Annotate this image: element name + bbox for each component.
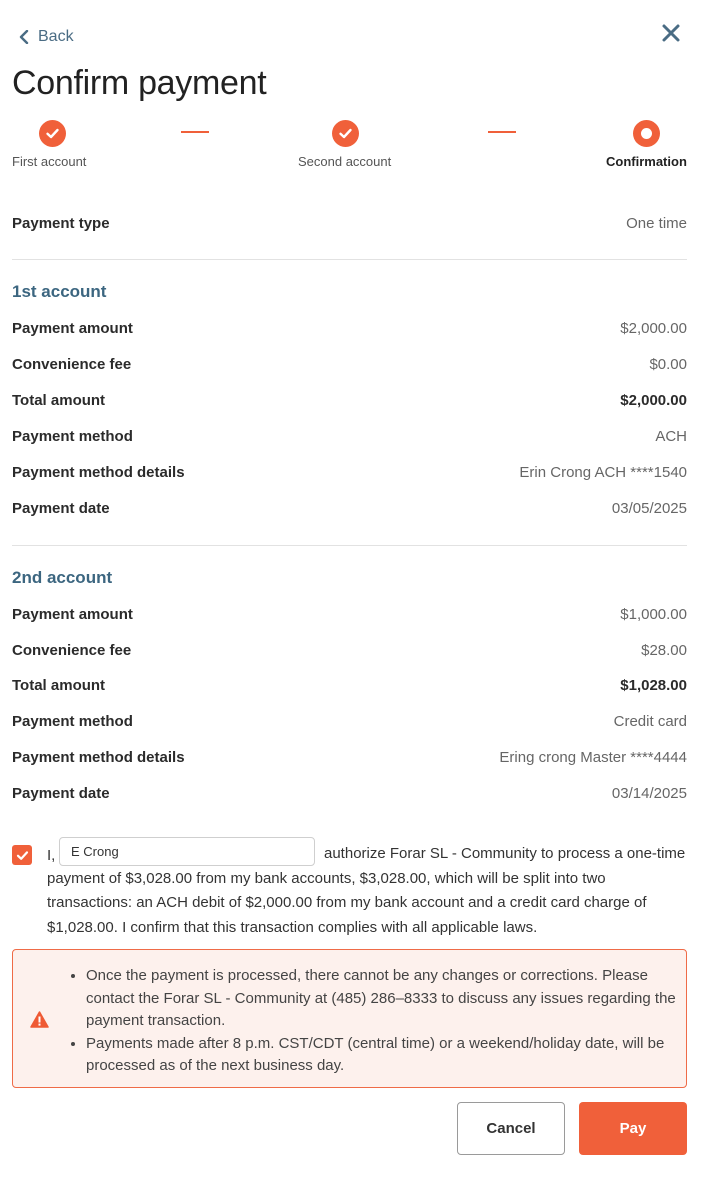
detail-row: [12, 500, 687, 517]
divider: [12, 545, 687, 546]
row-value: Credit card: [613, 713, 687, 730]
detail-row: [12, 749, 687, 766]
step-connector: [181, 131, 209, 133]
step-label-confirmation: Confirmation: [606, 154, 687, 169]
back-link[interactable]: [18, 28, 74, 46]
row-label: Total amount: [12, 392, 106, 409]
row-value: 03/14/2025: [611, 785, 687, 802]
row-label: Payment date: [12, 500, 110, 517]
detail-row: [12, 785, 687, 802]
detail-row: [12, 677, 687, 694]
warning-icon: [30, 1011, 49, 1028]
detail-row: [12, 606, 687, 623]
divider: [12, 259, 687, 260]
row-label: Convenience fee: [12, 356, 132, 373]
row-value: $0.00: [649, 356, 687, 373]
row-label: Convenience fee: [12, 642, 132, 659]
notice-item: • Payments made after 8 p.m. CST/CDT (central time) or a weekend/holiday date, will be processed as of the next business day.: [86, 1033, 676, 1078]
row-value: $28.00: [641, 642, 687, 659]
payment-type-row: [12, 215, 687, 232]
chevron-left-icon: [18, 30, 30, 44]
detail-row: [12, 642, 687, 659]
close-icon[interactable]: [660, 22, 682, 44]
row-value: ACH: [655, 428, 687, 445]
row-value: $2,000.00: [620, 392, 687, 409]
payment-type-value: One time: [626, 215, 687, 232]
authorization-prefix: I,: [47, 847, 56, 864]
step-label-second-account: Second account: [298, 154, 392, 169]
cancel-button[interactable]: Cancel: [457, 1102, 565, 1155]
section-heading-second-account: 2nd account: [12, 568, 113, 587]
page-title: Confirm payment: [12, 64, 267, 102]
row-label: Payment date: [12, 785, 110, 802]
step-second-account-check-icon: [332, 120, 359, 147]
row-label: Payment method: [12, 428, 133, 445]
detail-row: [12, 428, 687, 445]
section-heading-first-account: 1st account: [12, 282, 107, 301]
row-value: 03/05/2025: [611, 500, 687, 517]
row-value: $1,000.00: [620, 606, 687, 623]
back-label: Back: [38, 28, 74, 45]
authorization-statement: authorize Forar SL - Community to process a one-time payment of $3,028.00 from my bank accounts, $3,028.00, which will be split into two transactions: an ACH debit of $2,000.00 from my bank account and a credit card charge of $1,028.00. I confirm that this transaction complies with all applicable laws.: [47, 845, 686, 936]
step-first-account-check-icon: [39, 120, 66, 147]
row-label: Payment amount: [12, 320, 133, 337]
row-value: $2,000.00: [620, 320, 687, 337]
row-label: Payment amount: [12, 606, 133, 623]
row-value: Erin Crong ACH ****1540: [519, 464, 687, 481]
detail-row: [12, 713, 687, 730]
notice-list: [86, 965, 676, 1078]
step-confirmation-active-icon: [633, 120, 660, 147]
row-value: $1,028.00: [620, 677, 687, 694]
row-label: Payment method: [12, 713, 133, 730]
authorization-checkbox[interactable]: [12, 845, 32, 865]
pay-button[interactable]: Pay: [579, 1102, 687, 1155]
row-label: Payment method details: [12, 749, 185, 766]
row-value: Ering crong Master ****4444: [499, 749, 687, 766]
warning-notice: [12, 949, 687, 1088]
progress-stepper: [0, 118, 705, 172]
payment-type-label: Payment type: [12, 215, 110, 232]
detail-row: [12, 356, 687, 373]
top-bar: [0, 0, 705, 60]
detail-row: [12, 320, 687, 337]
check-icon: [16, 849, 29, 862]
authorization-text: [47, 842, 692, 940]
step-label-first-account: First account: [12, 154, 87, 169]
row-label: Total amount: [12, 677, 106, 694]
step-connector: [488, 131, 516, 133]
detail-row: [12, 392, 687, 409]
notice-item: • Once the payment is processed, there cannot be any changes or corrections. Please contact the Forar SL - Community at (485) 286–8333 to discuss any issues regarding the payment transaction.: [86, 965, 676, 1033]
row-label: Payment method details: [12, 464, 185, 481]
detail-row: [12, 464, 687, 481]
